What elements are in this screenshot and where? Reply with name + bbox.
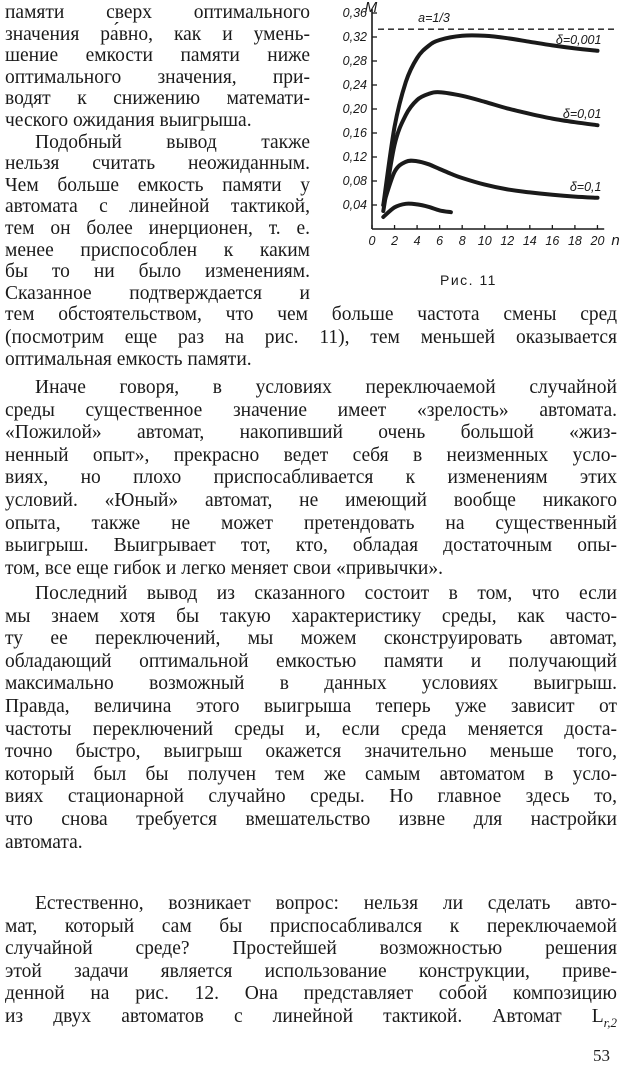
text-line: точно быстро, выигрыш окажется значительно меньше того, <box>5 741 617 763</box>
text-line: автомата с линейной тактикой, <box>5 196 310 218</box>
text-line: мат, который сам бы приспосабливался к переключаемой <box>5 915 617 937</box>
text-line: опыта, также не может претендовать на существенный <box>5 512 617 534</box>
x-tick-label: 6 <box>436 234 444 248</box>
x-tick-label: 4 <box>413 234 421 248</box>
text-line: что снова требуется вмешательство извне для настройки <box>5 808 617 830</box>
series-curve-4 <box>383 204 451 217</box>
text-line: «Пожилой» автомат, накопивший очень большой «жиз- <box>5 422 617 444</box>
text-block-1 <box>5 304 617 372</box>
left-text-column <box>5 2 310 304</box>
text-line: выигрыш. Выигрывает тот, кто, обладая достаточным опы- <box>5 535 617 557</box>
text-line: Правда, величина этого выигрыша теперь уже зависит от <box>5 695 617 717</box>
x-tick-label: 18 <box>567 234 582 248</box>
text-line: Подобный вывод также <box>35 131 310 153</box>
text-line: среды существенное значение имеет «зрелость» автомата. <box>5 399 617 421</box>
text-line: тем обстоятельством, что чем больше частота смены сред <box>5 304 617 325</box>
series-label: δ=0,01 <box>562 107 602 122</box>
x-tick-label: 20 <box>590 234 605 248</box>
text-line: автомата. <box>5 831 83 853</box>
figure-caption: Рис. 11 <box>440 272 497 288</box>
text-line: Чем больше емкость памяти у <box>5 174 310 196</box>
text-line: мы знаем хотя бы такую характеристику среды, как часто- <box>5 605 617 627</box>
text-line: памяти сверх оптимального <box>5 2 310 23</box>
series-label: δ=0,1 <box>569 179 602 194</box>
x-axis-label: n <box>611 232 620 249</box>
x-tick-label: 12 <box>500 234 515 248</box>
text-line: частоты переключений среды и, если среда меняется доста- <box>5 718 617 740</box>
series-label: δ=0,001 <box>555 32 602 47</box>
x-tick-label: 8 <box>458 234 466 248</box>
paragraph-question <box>5 893 617 1029</box>
y-tick-label: 0,28 <box>342 54 367 68</box>
x-tick-label: 14 <box>522 234 537 248</box>
text-line: из двух автоматов с линейной тактикой. Автомат L <box>5 1005 604 1027</box>
text-line: максимально возможный в данных условиях выигрыш. <box>5 673 617 695</box>
series-curve-3 <box>383 161 597 205</box>
text-line-with-subscript <box>5 1006 617 1029</box>
text-line: водят к снижению математи- <box>5 88 310 110</box>
page-number: 53 <box>593 1046 610 1065</box>
memory-capacity-chart <box>325 0 620 272</box>
y-tick-label: 0,04 <box>342 198 367 212</box>
text-line: обладающий оптимальной емкостью памяти и получающий <box>5 650 617 672</box>
text-line: случайной среде? Простейшей возможностью решения <box>5 938 617 960</box>
text-line: (посмотрим еще раз на рис. 11), тем меньшей оказывается <box>5 326 617 348</box>
text-line: оптимального значения, при- <box>5 66 310 88</box>
text-line: шение емкости памяти ниже <box>5 45 310 67</box>
text-line: оптимальная емкость памяти. <box>5 349 252 371</box>
y-tick-label: 0,12 <box>342 150 367 164</box>
y-tick-label: 0,08 <box>342 174 367 188</box>
text-line: том, все еще гибок и легко меняет свои «привычки». <box>5 557 443 579</box>
y-axis-label: M <box>364 0 378 16</box>
text-line: который был бы получен тем же самым автоматом в усло- <box>5 763 617 785</box>
text-line: Естественно, возникает вопрос: нельзя ли сделать авто- <box>35 893 617 914</box>
x-tick-label: 10 <box>477 234 492 248</box>
text-line: нельзя считать неожиданным. <box>5 153 310 175</box>
text-line: значения ра́вно, как и умень- <box>5 23 310 45</box>
text-line: денной на рис. 12. Она представляет собой композицию <box>5 983 617 1005</box>
text-line: ту ее переключений, мы можем сконструировать автомат, <box>5 628 617 650</box>
paragraph-maturity <box>5 377 617 580</box>
x-tick-label: 0 <box>368 234 376 248</box>
text-line: ненный опыт», прекрасно ведет себя в неизменных усло- <box>5 444 617 466</box>
text-line: ческого ожидания выигрыша. <box>5 109 252 131</box>
y-tick-label: 0,16 <box>342 126 367 140</box>
asymptote-label: a=1/3 <box>418 11 450 26</box>
text-line: Иначе говоря, в условиях переключаемой случайной <box>35 377 617 398</box>
text-line: виях стационарной случайно среды. Но главное здесь то, <box>5 786 617 808</box>
figure-11 <box>325 0 620 300</box>
y-tick-label: 0,20 <box>342 102 367 116</box>
text-line: тем он более инерционен, т. е. <box>5 217 310 239</box>
text-line: бы то ни было изменениям. <box>5 261 310 283</box>
x-tick-label: 16 <box>545 234 560 248</box>
text-line: этой задачи является использование конструкции, приве- <box>5 960 617 982</box>
text-line: менее приспособлен к каким <box>5 239 310 261</box>
text-line: условий. «Юный» автомат, не имеющий вообще никакого <box>5 489 617 511</box>
text-line: Последний вывод из сказанного состоит в том, что если <box>35 583 617 604</box>
y-tick-label: 0,32 <box>342 30 367 44</box>
automaton-subscript: r,2 <box>603 1014 617 1030</box>
paragraph-last-conclusion <box>5 583 617 854</box>
text-line: Сказанное подтверждается и <box>5 282 310 304</box>
y-tick-label: 0,36 <box>342 6 367 20</box>
text-line: виях, но плохо приспосабливается к изменениям этих <box>5 467 617 489</box>
y-tick-label: 0,24 <box>342 78 367 92</box>
x-tick-label: 2 <box>391 234 399 248</box>
